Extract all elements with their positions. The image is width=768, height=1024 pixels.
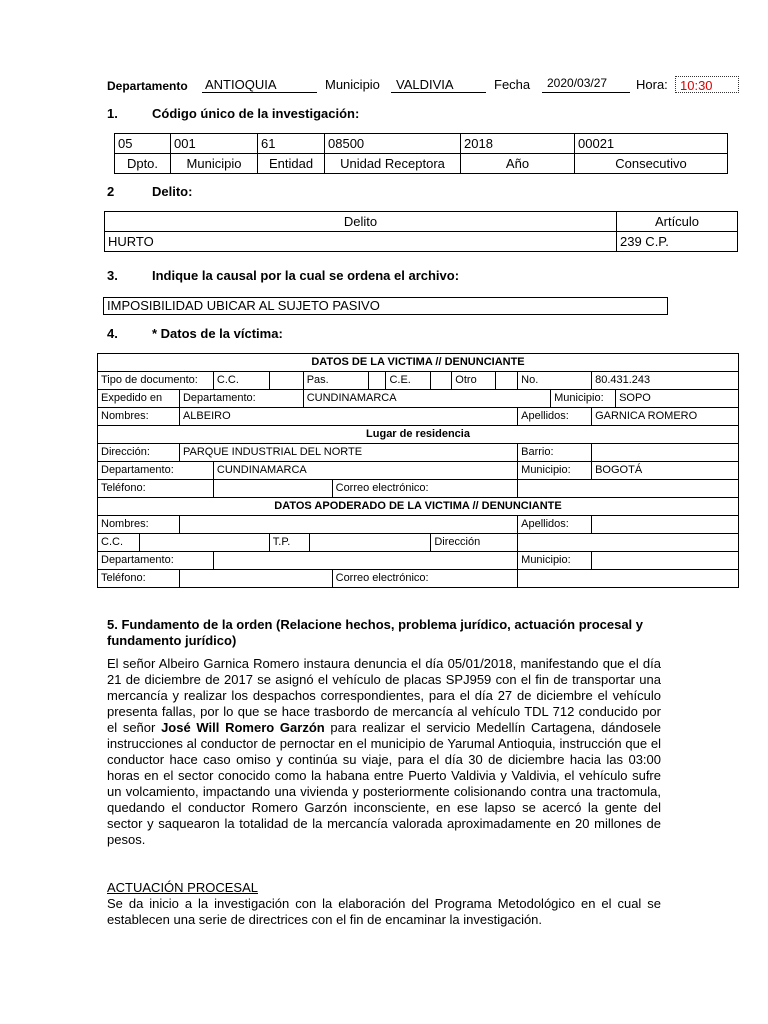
causal-table <box>103 297 668 315</box>
apoderado-municipio-label: Municipio: <box>518 552 592 570</box>
barrio-label: Barrio: <box>518 444 592 462</box>
municipio-label: Municipio <box>325 77 380 92</box>
apoderado-nombres-value <box>179 516 517 534</box>
hechos-paragraph <box>107 656 661 848</box>
codigo-label: Año <box>461 154 575 174</box>
apoderado-telefono-value <box>179 570 332 588</box>
apoderado-cc-value <box>139 534 269 552</box>
apoderado-apellidos-value <box>592 516 739 534</box>
section-1-title: Código único de la investigación: <box>152 106 360 121</box>
codigo-cell: 61 <box>258 134 325 154</box>
direccion-value: PARQUE INDUSTRIAL DEL NORTE <box>179 444 517 462</box>
nombres-value: ALBEIRO <box>179 408 517 426</box>
codigo-label: Dpto. <box>115 154 171 174</box>
victima-table <box>97 353 739 588</box>
apoderado-correo-label: Correo electrónico: <box>332 570 518 588</box>
ce-checkbox[interactable] <box>431 372 452 390</box>
cc-label: C.C. <box>213 372 269 390</box>
expedido-municipio-value: SOPO <box>616 390 739 408</box>
residencia-municipio-label: Municipio: <box>518 462 592 480</box>
hora-value[interactable]: 10:30 <box>675 76 739 93</box>
cc-checkbox[interactable] <box>269 372 303 390</box>
apoderado-departamento-value <box>213 552 517 570</box>
apoderado-tp-label: T.P. <box>269 534 309 552</box>
codigo-values-row <box>115 134 728 154</box>
victima-table-title: DATOS DE LA VICTIMA // DENUNCIANTE <box>98 354 739 372</box>
direccion-label: Dirección: <box>98 444 180 462</box>
apoderado-direccion-label: Dirección <box>431 534 518 552</box>
apellidos-label: Apellidos: <box>518 408 592 426</box>
actuacion-paragraph: Se da inicio a la investigación con la elaboración del Programa Metodológico en el cual se establecen una serie de directrices con el fin de encaminar la investigación. <box>107 896 661 927</box>
articulo-value: 239 C.P. <box>617 232 738 252</box>
apoderado-direccion-value <box>518 534 739 552</box>
codigo-cell: 00021 <box>575 134 728 154</box>
codigo-cell: 001 <box>171 134 258 154</box>
no-value: 80.431.243 <box>592 372 739 390</box>
apoderado-telefono-label: Teléfono: <box>98 570 180 588</box>
hechos-text-a: El señor Albeiro Garnica Romero instaura denuncia el día 05/01/2018, manifestando que el día 21 de diciembre de 2017 se asignó el vehículo de placas SPJ959 con el fin de transportar una mercancía y realizar los despachos correspondientes, para el día 27 de diciembre el vehículo presenta fallas, por lo que se hace trasbordo de mercancía al vehículo TDL 712 conducido por el señor <box>107 656 661 735</box>
pas-label: Pas. <box>303 372 368 390</box>
causal-value: IMPOSIBILIDAD UBICAR AL SUJETO PASIVO <box>104 298 668 315</box>
codigo-cell: 08500 <box>325 134 461 154</box>
actuacion-procesal-title: ACTUACIÓN PROCESAL <box>107 880 258 895</box>
apoderado-departamento-label: Departamento: <box>98 552 214 570</box>
apoderado-tp-value <box>309 534 431 552</box>
expedido-departamento-label: Departamento: <box>179 390 303 408</box>
section-2-title: Delito: <box>152 184 193 199</box>
fecha-label: Fecha <box>494 77 531 92</box>
header-line <box>107 76 742 96</box>
expedido-label: Expedido en <box>98 390 180 408</box>
fecha-underline <box>542 92 630 93</box>
departamento-value: ANTIOQUIA <box>205 77 277 92</box>
telefono-value <box>213 480 332 498</box>
section-4-number: 4. <box>107 326 118 341</box>
municipio-underline <box>391 92 486 93</box>
apoderado-cc-label: C.C. <box>98 534 140 552</box>
nombres-label: Nombres: <box>98 408 180 426</box>
correo-label: Correo electrónico: <box>332 480 518 498</box>
expedido-municipio-label: Municipio: <box>551 390 616 408</box>
section-5-title: 5. Fundamento de la orden (Relacione hechos, problema jurídico, actuación procesal y fundamento jurídico) <box>107 617 644 648</box>
articulo-column-header: Artículo <box>617 212 738 232</box>
delito-value: HURTO <box>105 232 617 252</box>
section-4-title: * Datos de la víctima: <box>152 326 283 341</box>
apoderado-title: DATOS APODERADO DE LA VICTIMA // DENUNCIANTE <box>98 498 739 516</box>
fecha-value: 2020/03/27 <box>547 76 608 90</box>
telefono-label: Teléfono: <box>98 480 214 498</box>
delito-row <box>105 232 738 252</box>
no-label: No. <box>518 372 592 390</box>
correo-value <box>518 480 739 498</box>
tipo-documento-label: Tipo de documento: <box>98 372 214 390</box>
apoderado-apellidos-label: Apellidos: <box>518 516 592 534</box>
codigo-label: Entidad <box>258 154 325 174</box>
residencia-title: Lugar de residencia <box>98 426 739 444</box>
municipio-value: VALDIVIA <box>396 77 454 92</box>
expedido-departamento-value: CUNDINAMARCA <box>303 390 550 408</box>
departamento-underline <box>202 92 317 93</box>
hechos-text-b: para realizar el servicio Medellín Cartagena, dándosele instrucciones al conductor de pernoctar en el municipio de Yarumal Antioquia, instrucción que el conductor hace caso omiso y continúa su viaje, para el día 30 de diciembre hacia las 03:00 horas en el sector conocido como la habana entre Puerto Valdivia y Valdivia, el vehículo sufre un volcamiento, impactando una vivienda y posteriormente colisionando contra una tractomula, quedando el conductor Romero Garzón inconsciente, en ese lapso se acercó la gente del sector y saquearon la totalidad de la mercancía valorada aproximadamente en 20 millones de pesos. <box>107 720 661 847</box>
otro-label: Otro <box>452 372 496 390</box>
codigo-cell: 05 <box>115 134 171 154</box>
codigo-label: Municipio <box>171 154 258 174</box>
pas-checkbox[interactable] <box>368 372 386 390</box>
apoderado-municipio-value <box>592 552 739 570</box>
codigo-cell: 2018 <box>461 134 575 154</box>
section-1-number: 1. <box>107 106 118 121</box>
hora-label: Hora: <box>636 77 668 92</box>
section-3-title: Indique la causal por la cual se ordena el archivo: <box>152 268 460 283</box>
otro-checkbox[interactable] <box>496 372 518 390</box>
codigo-unico-table <box>114 133 728 174</box>
section-2-number: 2 <box>107 184 115 199</box>
residencia-municipio-value: BOGOTÁ <box>592 462 739 480</box>
section-3-number: 3. <box>107 268 118 283</box>
ce-label: C.E. <box>386 372 431 390</box>
barrio-value <box>592 444 739 462</box>
conductor-name: José Will Romero Garzón <box>161 720 325 735</box>
apoderado-correo-value <box>518 570 739 588</box>
codigo-labels-row <box>115 154 728 174</box>
departamento-label: Departamento <box>107 79 188 93</box>
apellidos-value: GARNICA ROMERO <box>592 408 739 426</box>
delito-column-header: Delito <box>105 212 617 232</box>
residencia-departamento-value: CUNDINAMARCA <box>213 462 517 480</box>
codigo-label: Unidad Receptora <box>325 154 461 174</box>
apoderado-nombres-label: Nombres: <box>98 516 180 534</box>
delito-header-row <box>105 212 738 232</box>
codigo-label: Consecutivo <box>575 154 728 174</box>
residencia-departamento-label: Departamento: <box>98 462 214 480</box>
delito-table <box>104 211 738 252</box>
